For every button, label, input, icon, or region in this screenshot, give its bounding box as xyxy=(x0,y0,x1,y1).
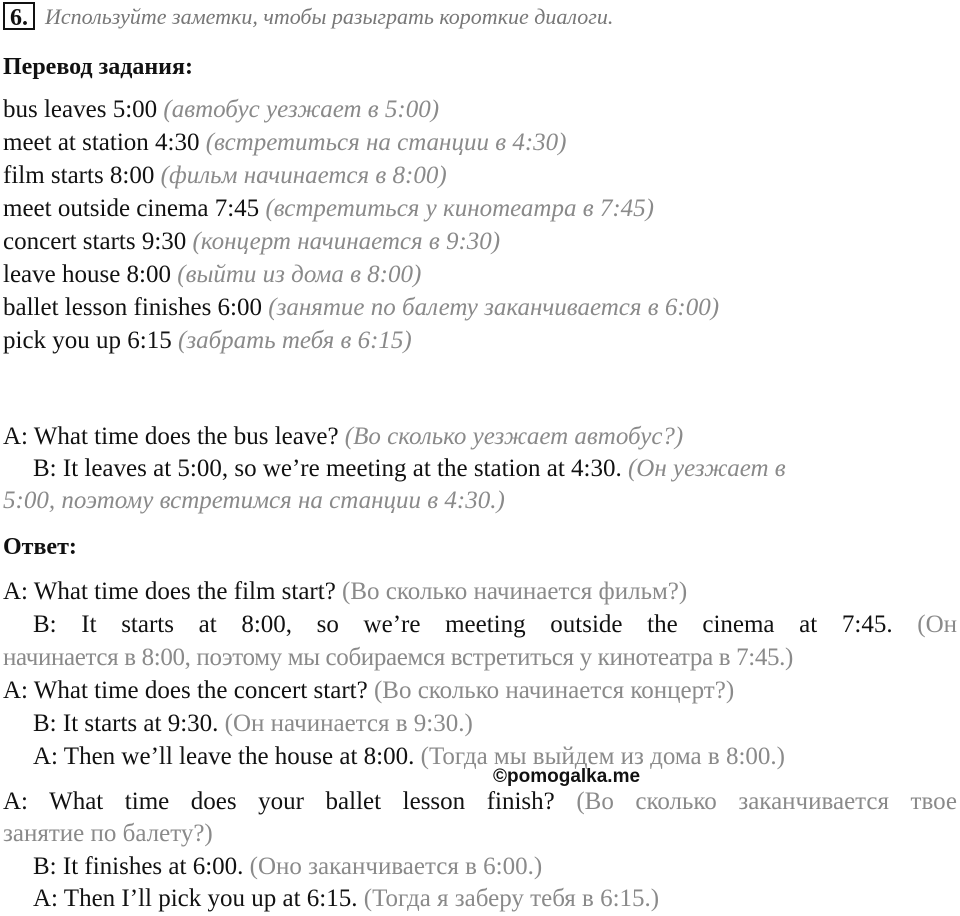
answer-line xyxy=(3,786,957,818)
dialogue-ru: (Он начинается в 9:30.) xyxy=(224,710,473,737)
note-line xyxy=(3,259,421,291)
note-en: meet outside cinema 7:45 xyxy=(3,195,260,222)
task-instruction: Используйте заметки, чтобы разыграть короткие диалоги. xyxy=(45,4,614,29)
answer-line xyxy=(33,708,473,740)
note-en: pick you up 6:15 xyxy=(3,327,172,354)
dialogue-ru: (Во сколько уезжает автобус?) xyxy=(344,423,684,450)
dialogue-ru: начинается в 8:00, поэтому мы собираемся встретиться у кинотеатра в 7:45.) xyxy=(3,644,794,671)
dialogue-ru: 5:00, поэтому встретимся на станции в 4:30.) xyxy=(3,487,505,514)
dialogue-en: A: What time does the bus leave? xyxy=(3,423,339,450)
translation-heading: Перевод задания: xyxy=(3,54,193,80)
dialogue-ru: (Во сколько заканчивается твое xyxy=(576,788,958,815)
dialogue-ru: (Он xyxy=(917,611,958,638)
note-ru: (фильм начинается в 8:00) xyxy=(160,162,447,189)
example-a-line xyxy=(3,421,683,453)
answer-line xyxy=(3,576,687,608)
answer-heading: Ответ: xyxy=(3,534,77,560)
task-number: 6. xyxy=(3,2,35,30)
dialogue-ru: (Он уезжает в xyxy=(627,455,786,482)
dialogue-ru: (Оно заканчивается в 6:00.) xyxy=(249,853,543,880)
answer-line xyxy=(33,851,542,883)
dialogue-en: A: Then we’ll leave the house at 8:00. xyxy=(33,743,415,770)
note-en: film starts 8:00 xyxy=(3,162,155,189)
note-ru: (концерт начинается в 9:30) xyxy=(192,228,501,255)
dialogue-en: B: It leaves at 5:00, so we’re meeting at the station at 4:30. xyxy=(33,455,622,482)
dialogue-en: A: What time does your ballet lesson finish? xyxy=(3,788,555,815)
answer-line-cont xyxy=(3,818,213,850)
note-line xyxy=(3,127,566,159)
note-line xyxy=(3,160,447,192)
note-line xyxy=(3,325,412,357)
note-ru: (встретиться на станции в 4:30) xyxy=(205,129,567,156)
dialogue-ru: (Во сколько начинается концерт?) xyxy=(373,677,735,704)
note-en: ballet lesson finishes 6:00 xyxy=(3,294,262,321)
note-ru: (встретиться у кинотеатра в 7:45) xyxy=(265,195,654,222)
dialogue-en: B: It finishes at 6:00. xyxy=(33,853,244,880)
answer-line xyxy=(33,883,659,915)
dialogue-ru: (Тогда я заберу тебя в 6:15.) xyxy=(363,885,660,912)
example-b-line xyxy=(33,453,786,485)
watermark: ©pomogalka.me xyxy=(493,766,641,787)
answer-line-cont xyxy=(3,642,793,674)
dialogue-en: A: Then I’ll pick you up at 6:15. xyxy=(33,885,358,912)
note-ru: (занятие по балету заканчивается в 6:00) xyxy=(268,294,720,321)
note-en: meet at station 4:30 xyxy=(3,129,200,156)
answer-line xyxy=(3,675,734,707)
dialogue-en: A: What time does the film start? xyxy=(3,578,336,605)
note-en: leave house 8:00 xyxy=(3,261,172,288)
answer-line xyxy=(33,741,785,773)
dialogue-ru: (Тогда мы выйдем из дома в 8:00.) xyxy=(420,743,785,770)
example-b-line-cont xyxy=(3,485,505,517)
note-en: concert starts 9:30 xyxy=(3,228,187,255)
note-ru: (забрать тебя в 6:15) xyxy=(178,327,412,354)
note-en: bus leaves 5:00 xyxy=(3,96,158,123)
dialogue-ru: занятие по балету?) xyxy=(3,820,213,847)
note-line xyxy=(3,292,719,324)
note-line xyxy=(3,226,500,258)
dialogue-en: B: It starts at 8:00, so we’re meeting outside the cinema at 7:45. xyxy=(33,611,893,638)
note-ru: (автобус уезжает в 5:00) xyxy=(163,96,440,123)
dialogue-en: B: It starts at 9:30. xyxy=(33,710,219,737)
dialogue-ru: (Во сколько начинается фильм?) xyxy=(342,578,688,605)
answer-line xyxy=(33,609,957,641)
note-ru: (выйти из дома в 8:00) xyxy=(177,261,422,288)
dialogue-en: A: What time does the concert start? xyxy=(3,677,368,704)
note-line xyxy=(3,193,654,225)
note-line xyxy=(3,94,439,126)
